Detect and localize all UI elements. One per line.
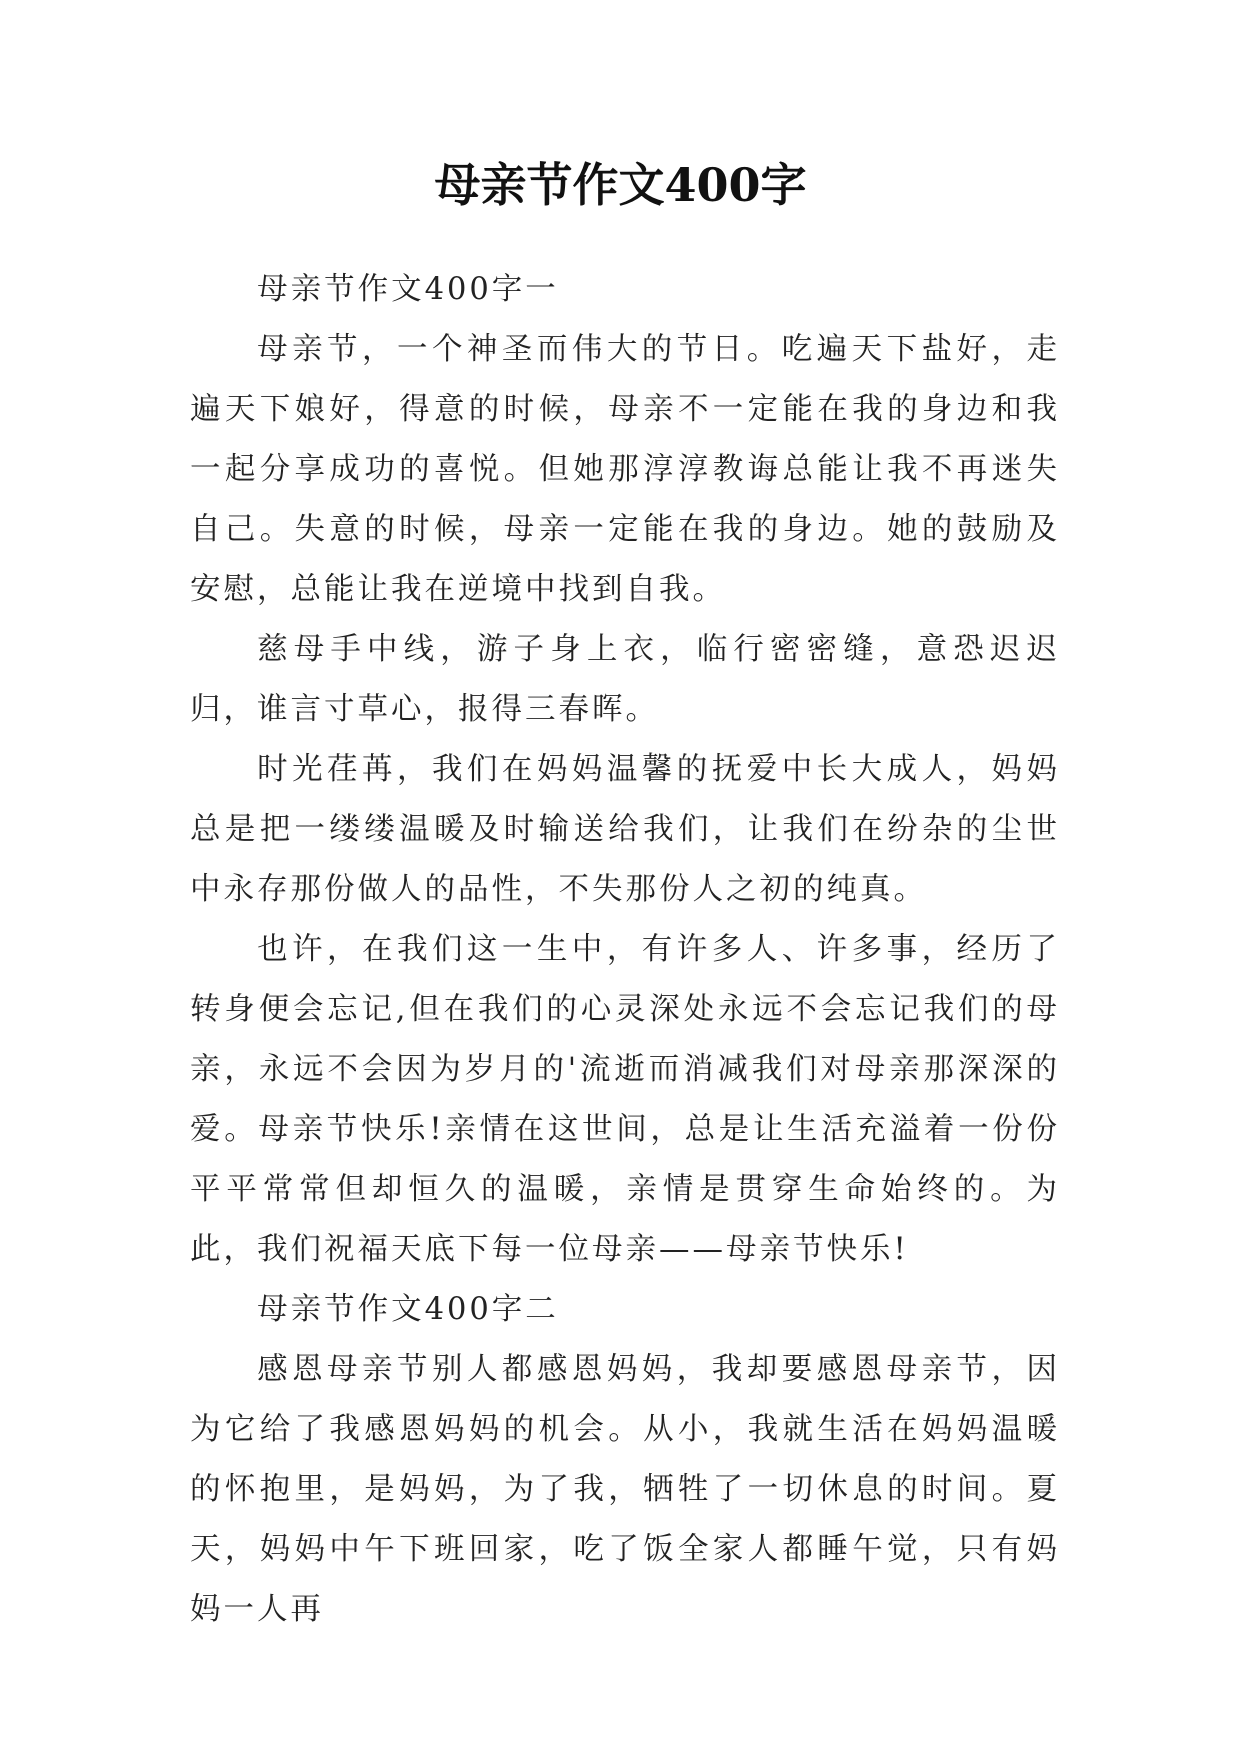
- section-heading-2: 母亲节作文400字二: [257, 1292, 559, 1327]
- paragraph: 时光荏苒，我们在妈妈温馨的抚爱中长大成人，妈妈总是把一缕缕温暖及时输送给我们，让我们在纷杂的尘世中永存那份做人的品性，不失那份人之初的纯真。: [190, 752, 1060, 907]
- section-heading-1: 母亲节作文400字一: [257, 272, 559, 307]
- document-title: 母亲节作文400字: [434, 158, 807, 212]
- paragraph: 感恩母亲节别人都感恩妈妈，我却要感恩母亲节，因为它给了我感恩妈妈的机会。从小，我就生活在妈妈温暖的怀抱里，是妈妈，为了我，牺牲了一切休息的时间。夏天，妈妈中午下班回家，吃了饭全家人都睡午觉，只有妈妈一人再: [190, 1352, 1060, 1627]
- document-body: [190, 260, 1060, 1640]
- paragraph: 慈母手中线，游子身上衣，临行密密缝，意恐迟迟归，谁言寸草心，报得三春晖。: [190, 632, 1060, 727]
- paragraph: 母亲节，一个神圣而伟大的节日。吃遍天下盐好，走遍天下娘好，得意的时候，母亲不一定能在我的身边和我一起分享成功的喜悦。但她那淳淳教诲总能让我不再迷失自己。失意的时候，母亲一定能在我的身边。她的鼓励及安慰，总能让我在逆境中找到自我。: [190, 332, 1060, 607]
- paragraph: 也许，在我们这一生中，有许多人、许多事，经历了转身便会忘记,但在我们的心灵深处永远不会忘记我们的母亲，永远不会因为岁月的'流逝而消减我们对母亲那深深的爱。母亲节快乐!亲情在这世间，总是让生活充溢着一份份平平常常但却恒久的温暖，亲情是贯穿生命始终的。为此，我们祝福天底下每一位母亲——母亲节快乐!: [190, 932, 1060, 1267]
